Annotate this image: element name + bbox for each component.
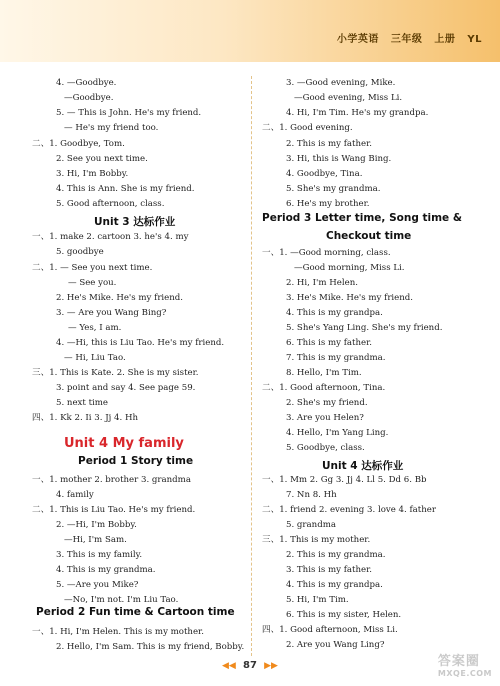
right-answer-line: 3. This is my father. xyxy=(286,565,372,575)
right-section-heading: Period 3 Letter time, Song time & xyxy=(262,212,462,224)
right-answer-line: 5. She's Yang Ling. She's my friend. xyxy=(286,323,443,333)
left-answer-line: 4. This is my grandma. xyxy=(56,565,156,575)
right-answer-line: 二、1. Good evening. xyxy=(262,123,353,133)
right-answer-line: 7. This is my grandma. xyxy=(286,353,386,363)
right-answer-line: 5. She's my grandma. xyxy=(286,184,381,194)
left-answer-line: 5. Good afternoon, class. xyxy=(56,199,165,209)
right-answer-line: 4. Hello, I'm Yang Ling. xyxy=(286,428,389,438)
right-answer-line: 3. Hi, this is Wang Bing. xyxy=(286,154,392,164)
right-answer-line: 5. Hi, I'm Tim. xyxy=(286,595,349,605)
left-answer-line: 二、1. — See you next time. xyxy=(32,263,153,273)
left-answer-line: 三、1. This is Kate. 2. She is my sister. xyxy=(32,368,199,378)
right-answer-line: 3. Are you Helen? xyxy=(286,413,364,423)
left-answer-line: 四、1. Kk 2. Ii 3. Jj 4. Hh xyxy=(32,413,139,423)
left-answer-line: 一、1. make 2. cartoon 3. he's 4. my xyxy=(32,232,189,242)
left-section-heading: Period 2 Fun time & Cartoon time xyxy=(36,606,235,618)
right-answer-line: 3. He's Mike. He's my friend. xyxy=(286,293,414,303)
right-answer-line: 5. grandma xyxy=(286,520,336,530)
right-answer-line: 6. He's my brother. xyxy=(286,199,370,209)
left-answer-line: 2. —Hi, I'm Bobby. xyxy=(56,520,137,530)
right-answer-line: 6. This is my father. xyxy=(286,338,372,348)
right-answer-line: 7. Nn 8. Hh xyxy=(286,490,337,500)
right-answer-line: 2. She's my friend. xyxy=(286,398,368,408)
left-answer-line: 5. goodbye xyxy=(56,247,104,257)
left-answer-line: — He's my friend too. xyxy=(64,123,159,133)
left-section-heading: Period 1 Story time xyxy=(78,455,194,467)
page-footer xyxy=(0,660,500,671)
header-info xyxy=(329,30,482,45)
left-answer-line: 二、1. Goodbye, Tom. xyxy=(32,139,125,149)
left-answer-line: 2. See you next time. xyxy=(56,154,148,164)
right-answer-line: 二、1. friend 2. evening 3. love 4. father xyxy=(262,505,436,515)
right-answer-line: 一、1. —Good morning, class. xyxy=(262,248,391,258)
right-answer-line: —Good evening, Miss Li. xyxy=(294,93,403,103)
left-section-heading: Unit 4 My family xyxy=(64,436,184,451)
right-answer-line: 2. This is my father. xyxy=(286,139,372,149)
left-answer-line: 3. point and say 4. See page 59. xyxy=(56,383,196,393)
next-page-arrows[interactable]: ▶▶ xyxy=(264,661,278,671)
right-answer-line: 2. Hi, I'm Helen. xyxy=(286,278,358,288)
left-answer-line: — See you. xyxy=(68,278,117,288)
left-answer-line: 2. Hello, I'm Sam. This is my friend, Bobby. xyxy=(56,642,245,652)
column-divider xyxy=(251,76,252,656)
left-answer-line: 二、1. This is Liu Tao. He's my friend. xyxy=(32,505,196,515)
right-section-heading: Checkout time xyxy=(326,230,412,242)
left-answer-line: 4. This is Ann. She is my friend. xyxy=(56,184,195,194)
header-grade: 三年级 xyxy=(390,34,423,45)
left-answer-line: 3. This is my family. xyxy=(56,550,143,560)
left-answer-line: 4. —Goodbye. xyxy=(56,78,117,88)
left-answer-line: 5. —Are you Mike? xyxy=(56,580,139,590)
left-answer-line: —Hi, I'm Sam. xyxy=(64,535,127,545)
left-answer-line: 一、1. Hi, I'm Helen. This is my mother. xyxy=(32,627,204,637)
right-answer-line: 二、1. Good afternoon, Tina. xyxy=(262,383,386,393)
right-answer-line: 6. This is my sister, Helen. xyxy=(286,610,402,620)
right-answer-line: 8. Hello, I'm Tim. xyxy=(286,368,362,378)
right-section-heading: Unit 4 达标作业 xyxy=(322,460,404,472)
left-answer-line: —Goodbye. xyxy=(64,93,114,103)
right-answer-line: 4. Goodbye, Tina. xyxy=(286,169,363,179)
left-answer-line: 5. — This is John. He's my friend. xyxy=(56,108,202,118)
right-answer-line: —Good morning, Miss Li. xyxy=(294,263,405,273)
right-answer-line: 一、1. Mm 2. Gg 3. Jj 4. Ll 5. Dd 6. Bb xyxy=(262,475,427,485)
right-answer-line: 2. This is my grandma. xyxy=(286,550,386,560)
right-answer-line: 三、1. This is my mother. xyxy=(262,535,371,545)
right-answer-line: 4. This is my grandpa. xyxy=(286,308,383,318)
left-answer-line: 3. Hi, I'm Bobby. xyxy=(56,169,129,179)
left-answer-line: — Hi, Liu Tao. xyxy=(64,353,126,363)
right-answer-line: 5. Goodbye, class. xyxy=(286,443,365,453)
left-answer-line: 5. next time xyxy=(56,398,109,408)
left-answer-line: 一、1. mother 2. brother 3. grandma xyxy=(32,475,191,485)
right-answer-line: 四、1. Good afternoon, Miss Li. xyxy=(262,625,398,635)
left-answer-line: 4. family xyxy=(56,490,94,500)
prev-page-arrows[interactable]: ◀◀ xyxy=(222,661,236,671)
header-volume: 上册 xyxy=(434,34,456,45)
right-answer-line: 4. Hi, I'm Tim. He's my grandpa. xyxy=(286,108,429,118)
left-answer-line: —No, I'm not. I'm Liu Tao. xyxy=(64,595,179,605)
left-answer-line: 4. —Hi, this is Liu Tao. He's my friend. xyxy=(56,338,225,348)
left-section-heading: Unit 3 达标作业 xyxy=(94,216,176,228)
page-header-band xyxy=(0,0,500,62)
left-answer-line: — Yes, I am. xyxy=(68,323,122,333)
right-answer-line: 2. Are you Wang Ling? xyxy=(286,640,385,650)
watermark-logo: 答案圈 MXQE.COM xyxy=(437,654,492,678)
header-subject: 小学英语 xyxy=(336,34,379,45)
page-number: 87 xyxy=(243,660,257,671)
right-answer-line: 3. —Good evening, Mike. xyxy=(286,78,396,88)
right-answer-line: 4. This is my grandpa. xyxy=(286,580,383,590)
left-answer-line: 2. He's Mike. He's my friend. xyxy=(56,293,184,303)
header-edition: YL xyxy=(467,34,482,45)
left-answer-line: 3. — Are you Wang Bing? xyxy=(56,308,167,318)
